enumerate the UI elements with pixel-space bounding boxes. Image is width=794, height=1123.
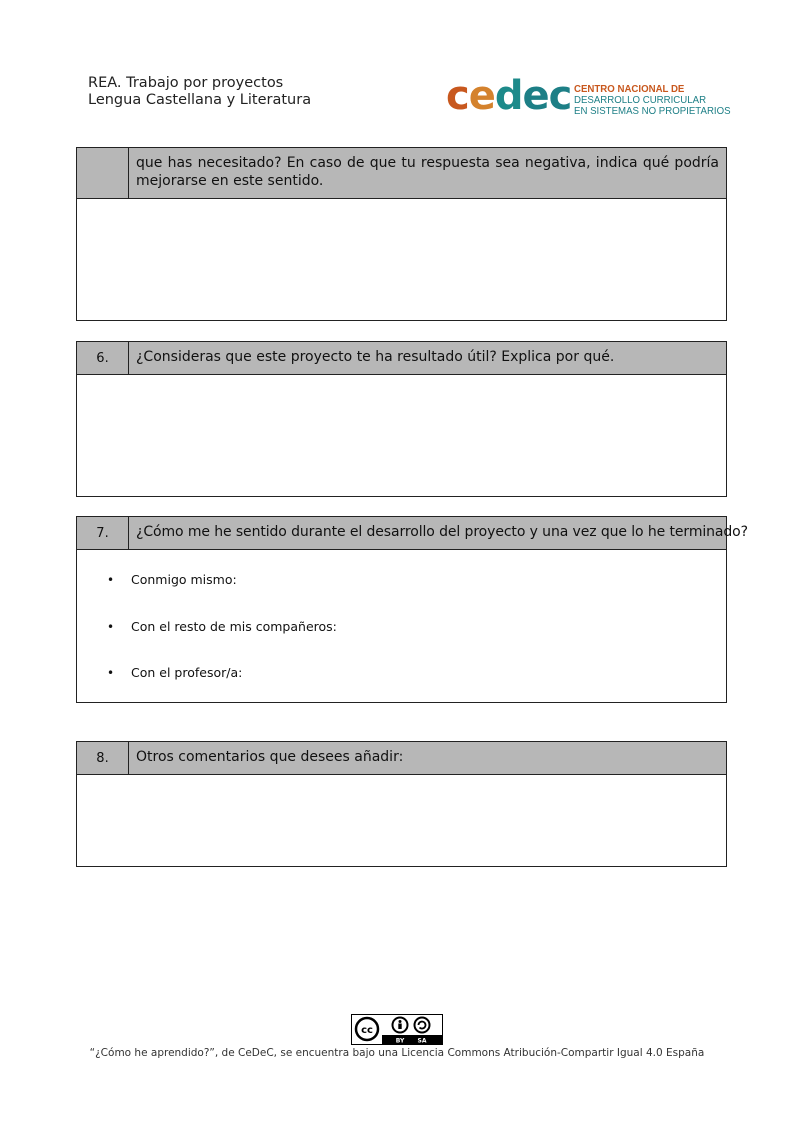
answer-box[interactable] [77,199,726,320]
question-block-6 [76,341,727,497]
bullet-icon: • [107,666,115,680]
question-header [77,148,726,199]
document-header [88,75,311,109]
question-header [77,517,748,550]
license-footer [0,1014,794,1048]
sa-label: SA [417,1037,427,1044]
header-line-2: Lengua Castellana y Literatura [88,92,312,108]
question-number: 6. [77,342,129,374]
cc-license-icon [352,1015,442,1044]
answer-box[interactable] [77,550,726,702]
svg-text:cc: cc [361,1025,373,1036]
question-header [77,342,726,375]
question-block-8 [76,741,727,867]
question-header [77,742,726,775]
logo-subtitle: CENTRO NACIONAL DE DESARROLLO CURRICULAR EN SISTEMAS NO PROPIETARIOS [574,83,731,117]
question-text: ¿Consideras que este proyecto te ha resultado útil? Explica por qué. [136,349,615,365]
question-text: que has necesitado? En caso de que tu respuesta sea negativa, indica qué podría mejorarse en este sentido. [136,155,719,189]
question-number [77,148,129,198]
list-item: • Con el resto de mis compañeros: [77,609,726,656]
cc-by-sa-badge[interactable] [351,1014,443,1045]
license-text: “¿Cómo he aprendido?”, de CeDeC, se encuentra bajo una Licencia Commons Atribución-Compartir Igual 4.0 España [89,1047,705,1059]
logo-word: cedec [446,73,572,119]
header-line-1: REA. Trabajo por proyectos [88,75,284,91]
question-text: ¿Cómo me he sentido durante el desarrollo del proyecto y una vez que lo he terminado? [136,524,748,540]
question-block-7 [76,516,748,703]
bullet-icon: • [107,573,115,587]
question-number: 8. [77,742,129,774]
by-label: BY [395,1037,405,1044]
bullet-icon: • [107,619,115,634]
answer-box[interactable] [77,775,726,866]
question-number: 7. [77,517,129,549]
list-item: • Conmigo mismo: [77,562,726,609]
question-text: Otros comentarios que desees añadir: [136,749,404,765]
answer-box[interactable] [77,375,726,496]
feelings-list [77,550,726,702]
question-block-5 [76,147,727,321]
list-item: • Con el profesor/a: [77,655,726,702]
